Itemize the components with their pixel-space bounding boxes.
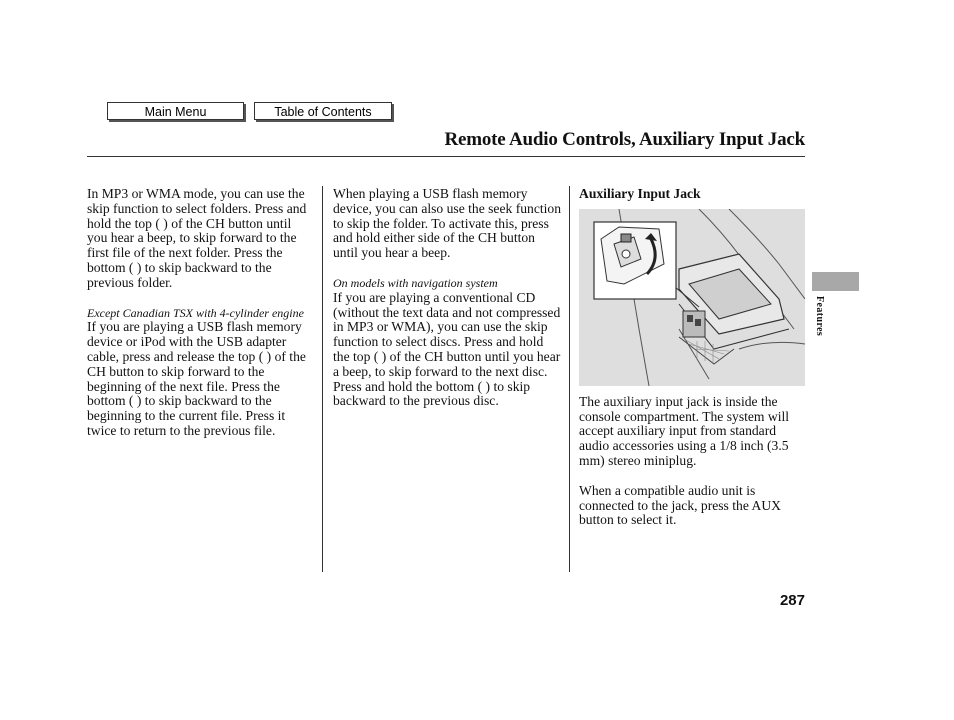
col2-paragraph-2: If you are playing a conventional CD (without the text data and not compressed in MP3 or WMA), you can use the skip function to select discs. Press and hold the top ( ) of the CH button until you hear a beep, to skip forward to the next disc. Press and hold the bottom ( ) to skip backward to the previous disc. [333, 289, 561, 409]
column-3 [579, 187, 809, 528]
table-of-contents-button[interactable]: Table of Contents [254, 102, 392, 120]
column-divider-1 [322, 186, 323, 572]
column-divider-2 [569, 186, 570, 572]
col1-paragraph-2: If you are playing a USB flash memory device or iPod with the USB adapter cable, press and release the top ( ) of the CH button to skip forward to the beginning of the next file. Press the bottom ( ) to skip backward to the beginning to the current file. Press it twice to return to the previous file. [87, 319, 306, 438]
console-illustration [579, 209, 805, 386]
col3-paragraph-2: When a compatible audio unit is connected to the jack, press the AUX button to select it. [579, 482, 781, 528]
col2-note: On models with navigation system [333, 275, 498, 290]
main-menu-button[interactable]: Main Menu [107, 102, 244, 120]
col1-paragraph-1: In MP3 or WMA mode, you can use the skip function to select folders. Press and hold the top ( ) of the CH button until you hear a beep, to skip forward to the first file of the next folder. Press the bottom ( ) to skip backward to the previous folder. [87, 186, 307, 290]
col2-paragraph-1: When playing a USB flash memory device, you can also use the seek function to skip the folder. To activate this, press and hold either side of the CH button until you hear a beep. [333, 186, 561, 261]
page-number: 287 [779, 592, 805, 609]
page-title: Remote Audio Controls, Auxiliary Input Jack [444, 129, 805, 150]
column-1 [87, 187, 313, 439]
column-2 [333, 187, 561, 409]
console-drawing [579, 209, 805, 386]
title-rule [87, 156, 805, 157]
col1-note: Except Canadian TSX with 4-cylinder engine [87, 305, 304, 320]
section-heading: Auxiliary Input Jack [579, 186, 701, 201]
section-tab [812, 272, 859, 291]
section-label: Features [814, 296, 825, 337]
col3-paragraph-1: The auxiliary input jack is inside the console compartment. The system will accept auxiliary input from standard audio accessories using a 1/8 inch (3.5 mm) stereo miniplug. [579, 393, 790, 468]
